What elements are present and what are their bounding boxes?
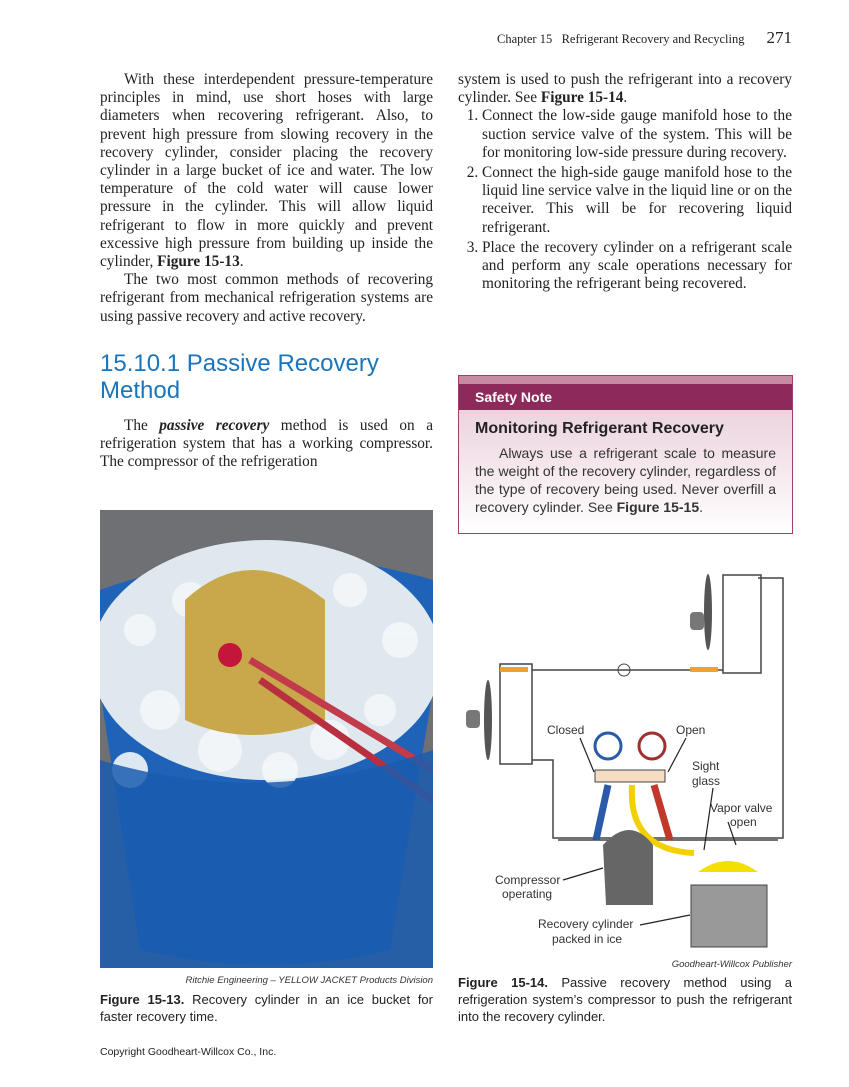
- figure-ref[interactable]: Figure 15-14: [540, 89, 624, 107]
- key-term: passive recovery: [159, 417, 270, 434]
- paragraph: The two most common methods of recovering refrigerant from mechanical refrigeration systems are using passive recovery and active recovery.: [100, 271, 433, 325]
- list-item: 3. Place the recovery cylinder on a refrigerant scale and perform any scale operations necessary for monitoring the refrigerant being recovered.: [482, 239, 792, 294]
- figure-label: Figure 15-14.: [458, 975, 548, 990]
- paragraph: With these interdependent pressure-temperature principles in mind, use short hoses with large diameters when recovering refrigerant. Also, to prevent high pressure from slowing recovery in the recovery cylinder, consider placing the recovery cylinder in a large bucket of ice and water. The low temperature of the cold water will cause lower pressure in the cylinder. This will allow liquid refrigerant to flow in more quickly and prevent excessive high pressure from building up inside the cylinder, Figure 15-13.: [100, 71, 433, 271]
- label-closed: Closed: [547, 723, 585, 737]
- page-number: 271: [766, 28, 792, 47]
- text: method is used on a refrigeration system that has a working compressor. The compressor of the refrigeration: [100, 417, 433, 471]
- label-recovery-cylinder: Recovery cylinder: [538, 917, 634, 931]
- label-compressor: Compressor: [495, 873, 561, 887]
- figure-caption: [100, 991, 433, 1025]
- copyright: Copyright Goodheart-Willcox Co., Inc.: [100, 1046, 277, 1058]
- figure-ref[interactable]: Figure 15-13: [157, 253, 240, 271]
- label-operating: operating: [502, 887, 553, 901]
- label-open: Open: [676, 723, 706, 737]
- figure-ref[interactable]: Figure 15-15: [616, 499, 700, 515]
- label-vapor-valve: Vapor valve: [710, 801, 773, 815]
- paragraph: [100, 417, 433, 472]
- chapter-number: Chapter 15: [497, 32, 553, 46]
- label-packed-in-ice: packed in ice: [552, 932, 623, 946]
- text: With these interdependent pressure-temperature principles in mind, use short hoses with large diameters when recovering refrigerant. Also, to prevent high pressure from slowing recovery in the recovery cylinder, consider placing the recovery cylinder in a large bucket of ice and water. The low temperature of the cold water will cause lower pressure in the cylinder. This will allow liquid refrigerant to flow in more quickly and prevent excessive high pressure from building up inside the cylinder,: [100, 71, 433, 271]
- safety-note-title: Monitoring Refrigerant Recovery: [475, 420, 724, 437]
- figure-credit: Ritchie Engineering – YELLOW JACKET Products Division: [185, 975, 433, 986]
- left-column: [100, 71, 433, 326]
- paragraph: system is used to push the refrigerant into a recovery cylinder. See Figure 15-14.: [458, 71, 792, 107]
- text: system is used to push the refrigerant into a recovery cylinder. See: [458, 71, 792, 107]
- running-header: [497, 28, 792, 48]
- text: Always use a refrigerant scale to measure the weight of the recovery cylinder, regardless of the type of recovery being used. Never overfill a recovery cylinder. See: [475, 445, 776, 515]
- list-item: 1. Connect the low-side gauge manifold hose to the suction service valve of the system. This will be for monitoring low-side pressure during recovery.: [482, 107, 792, 162]
- figure-15-14-diagram: [458, 570, 792, 955]
- label-vapor-open: open: [730, 815, 757, 829]
- right-column: [458, 71, 792, 295]
- label-sight: Sight: [692, 759, 720, 773]
- figure-caption: [458, 974, 792, 1025]
- steps-list: [458, 107, 792, 293]
- label-glass: glass: [692, 774, 721, 788]
- safety-note-text: Always use a refrigerant scale to measure the weight of the recovery cylinder, regardless of the type of recovery being used. Never overfill a recovery cylinder. See Figure 15-15.: [475, 445, 776, 515]
- figure-credit: Goodheart-Willcox Publisher: [671, 959, 792, 970]
- safety-note: [458, 375, 793, 534]
- chapter-title: Refrigerant Recovery and Recycling: [561, 32, 745, 46]
- caption-text: Recovery cylinder in an ice bucket for faster recovery time.: [100, 992, 433, 1024]
- figure-label: Figure 15-13.: [100, 992, 185, 1007]
- list-item: 2. Connect the high-side gauge manifold hose to the liquid line service valve in the liquid line or on the receiver. This will be for recovering liquid refrigerant.: [482, 164, 792, 237]
- left-column-2: [100, 417, 433, 472]
- figure-15-13-photo: [100, 510, 433, 968]
- caption-text: Passive recovery method using a refrigeration system’s compressor to push the refrigerant into the recovery cylinder.: [458, 975, 792, 1024]
- text: The: [124, 417, 160, 434]
- safety-note-label: Safety Note: [459, 384, 792, 410]
- section-heading: 15.10.1 Passive Recovery Method: [100, 350, 379, 404]
